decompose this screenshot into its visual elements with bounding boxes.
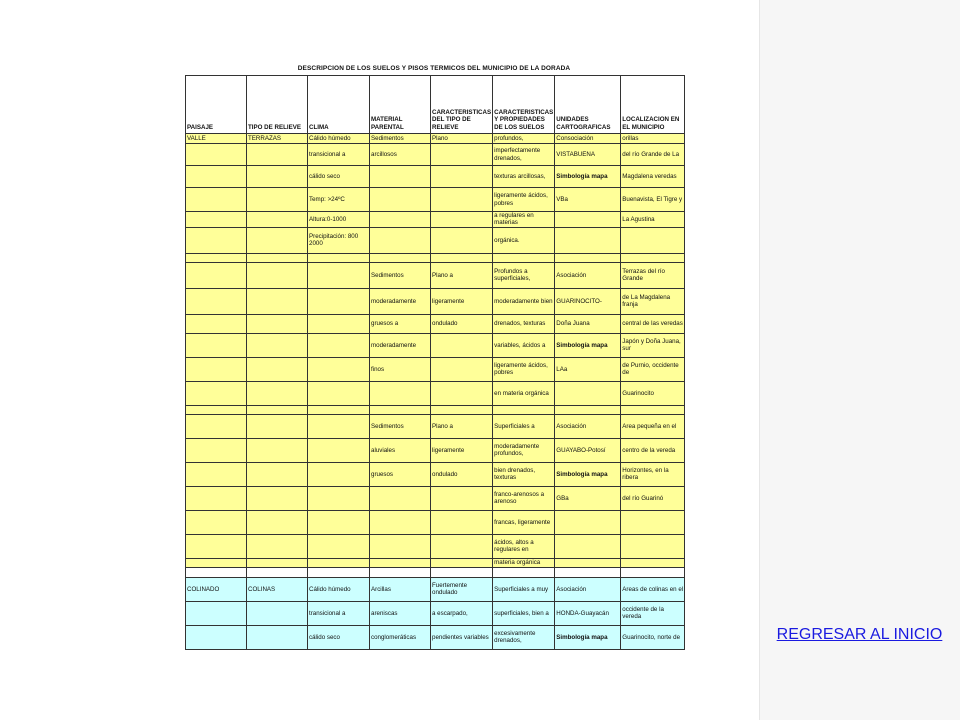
table-cell	[555, 510, 621, 534]
table-cell	[431, 558, 493, 567]
table-cell	[370, 558, 431, 567]
table-cell	[555, 253, 621, 262]
table-row	[186, 288, 685, 314]
table-cell: gruesos	[370, 462, 431, 486]
table-cell	[431, 212, 493, 228]
table-cell	[247, 414, 308, 438]
column-header: CARACTERISTICAS DEL TIPO DE RELIEVE	[431, 76, 493, 134]
table-cell	[431, 381, 493, 405]
table-cell	[370, 381, 431, 405]
table-cell: finos	[370, 357, 431, 381]
table-cell: moderadamente bien	[493, 288, 555, 314]
table-cell: Superficiales a muy	[493, 577, 555, 601]
table-cell: Magdalena veredas	[621, 166, 685, 188]
right-panel	[759, 0, 960, 720]
table-cell	[308, 262, 370, 288]
table-cell: Cálido húmedo	[308, 134, 370, 144]
table-cell	[431, 405, 493, 414]
table-cell	[247, 188, 308, 212]
column-header: CLIMA	[308, 76, 370, 134]
table-cell: La Agustina	[621, 212, 685, 228]
column-header: CARACTERISTICAS Y PROPIEDADES DE LOS SUELOS	[493, 76, 555, 134]
soil-description-table	[185, 75, 685, 650]
table-cell	[308, 357, 370, 381]
table-cell: Fuertemente ondulado	[431, 577, 493, 601]
table-cell	[247, 333, 308, 357]
table-cell: COLINADO	[186, 577, 247, 601]
table-body	[186, 134, 685, 650]
table-row	[186, 333, 685, 357]
table-cell: arcillosos	[370, 144, 431, 166]
table-cell	[370, 486, 431, 510]
table-cell: excesivamente drenados,	[493, 625, 555, 649]
table-cell	[247, 486, 308, 510]
table-cell	[621, 510, 685, 534]
table-cell: Doña Juana	[555, 314, 621, 333]
table-cell: cálido seco	[308, 166, 370, 188]
table-cell: TERRAZAS	[247, 134, 308, 144]
table-cell: a escarpado,	[431, 601, 493, 625]
table-cell	[493, 567, 555, 577]
table-cell	[247, 288, 308, 314]
table-cell: moderadamente	[370, 288, 431, 314]
table-cell	[186, 188, 247, 212]
table-cell	[186, 381, 247, 405]
table-cell: moderadamente profundos,	[493, 438, 555, 462]
table-cell	[370, 534, 431, 558]
table-cell	[308, 462, 370, 486]
table-cell	[308, 253, 370, 262]
document-title: DESCRIPCION DE LOS SUELOS Y PISOS TERMICOS DEL MUNICIPIO DE LA DORADA	[297, 65, 571, 72]
table-row	[186, 414, 685, 438]
table-row	[186, 212, 685, 228]
table-row	[186, 381, 685, 405]
table-cell: ondulado	[431, 314, 493, 333]
table-cell	[555, 381, 621, 405]
table-row	[186, 462, 685, 486]
table-cell: Simbología mapa	[555, 333, 621, 357]
table-cell	[493, 405, 555, 414]
table-cell	[308, 288, 370, 314]
table-cell	[370, 188, 431, 212]
table-cell: profundos,	[493, 134, 555, 144]
table-row	[186, 144, 685, 166]
table-header-row	[186, 76, 685, 134]
table-row	[186, 253, 685, 262]
table-cell	[247, 405, 308, 414]
table-cell: en materia orgánica	[493, 381, 555, 405]
table-cell	[621, 227, 685, 253]
table-cell: Precipitación: 800 2000	[308, 227, 370, 253]
table-cell	[186, 558, 247, 567]
table-cell	[247, 227, 308, 253]
table-cell	[186, 534, 247, 558]
table-cell: imperfectamente drenados,	[493, 144, 555, 166]
table-row	[186, 486, 685, 510]
table-cell: moderadamente	[370, 333, 431, 357]
table-cell: ligeramente	[431, 288, 493, 314]
table-cell	[247, 381, 308, 405]
table-cell	[431, 333, 493, 357]
table-cell	[247, 314, 308, 333]
table-cell: GUAYABO-Potosí	[555, 438, 621, 462]
table-cell: VBa	[555, 188, 621, 212]
table-cell	[431, 253, 493, 262]
table-cell: ondulado	[431, 462, 493, 486]
table-cell: Sedimentos	[370, 414, 431, 438]
table-cell: orillas	[621, 134, 685, 144]
table-cell	[431, 510, 493, 534]
table-cell	[186, 405, 247, 414]
table-cell: del río Guarinó	[621, 486, 685, 510]
column-header: PAISAJE	[186, 76, 247, 134]
table-cell	[186, 144, 247, 166]
table-row	[186, 134, 685, 144]
table-cell	[493, 253, 555, 262]
table-cell	[247, 534, 308, 558]
table-cell: de Purnio, occidente de	[621, 357, 685, 381]
table-cell: Profundos a superficiales,	[493, 262, 555, 288]
table-cell	[621, 567, 685, 577]
table-cell	[247, 212, 308, 228]
table-cell: Asociación	[555, 414, 621, 438]
table-cell	[555, 212, 621, 228]
table-cell	[308, 567, 370, 577]
column-header: UNIDADES CARTOGRAFICAS	[555, 76, 621, 134]
table-cell: Plano a	[431, 262, 493, 288]
table-cell: orgánica.	[493, 227, 555, 253]
table-cell: Guarinocito, norte de	[621, 625, 685, 649]
table-cell: HONDA-Guayacán	[555, 601, 621, 625]
table-cell	[186, 212, 247, 228]
table-cell: ligeramente	[431, 438, 493, 462]
table-cell: transicional a	[308, 144, 370, 166]
table-cell	[186, 288, 247, 314]
table-cell	[431, 188, 493, 212]
table-cell	[247, 144, 308, 166]
table-cell	[370, 567, 431, 577]
table-row	[186, 558, 685, 567]
table-cell	[247, 357, 308, 381]
table-cell: francas, ligeramente	[493, 510, 555, 534]
table-cell	[186, 227, 247, 253]
table-cell: pendientes variables	[431, 625, 493, 649]
table-cell	[621, 253, 685, 262]
table-row	[186, 577, 685, 601]
table-row	[186, 625, 685, 649]
table-cell: aluviales	[370, 438, 431, 462]
table-cell: LAa	[555, 357, 621, 381]
table-cell: GUARINOCITO-	[555, 288, 621, 314]
table-cell: GBa	[555, 486, 621, 510]
table-cell	[186, 414, 247, 438]
table-cell	[247, 567, 308, 577]
table-cell	[186, 625, 247, 649]
table-cell	[431, 534, 493, 558]
table-cell	[431, 227, 493, 253]
table-cell	[308, 558, 370, 567]
table-cell	[186, 567, 247, 577]
table-row	[186, 314, 685, 333]
table-cell: Areas de colinas en el	[621, 577, 685, 601]
table-cell	[186, 486, 247, 510]
table-cell	[247, 510, 308, 534]
table-cell: superficiales, bien a	[493, 601, 555, 625]
table-cell	[186, 253, 247, 262]
table-cell	[431, 144, 493, 166]
table-cell	[431, 567, 493, 577]
table-cell	[308, 510, 370, 534]
table-row	[186, 227, 685, 253]
table-cell: central de las veredas	[621, 314, 685, 333]
table-row	[186, 534, 685, 558]
table-cell: ácidos, altos a regulares en	[493, 534, 555, 558]
table-row	[186, 567, 685, 577]
table-cell	[186, 601, 247, 625]
table-cell: Area pequeña en el	[621, 414, 685, 438]
table-cell: Horizontes, en la ribera	[621, 462, 685, 486]
table-cell	[555, 534, 621, 558]
table-cell: Superficiales a	[493, 414, 555, 438]
table-cell	[370, 510, 431, 534]
table-cell: Japón y Doña Juana, sur	[621, 333, 685, 357]
table-cell	[247, 558, 308, 567]
table-cell: Cálido húmedo	[308, 577, 370, 601]
table-cell: del río Grande de La	[621, 144, 685, 166]
table-cell: franco-arenosos a arenoso	[493, 486, 555, 510]
table-cell: Temp: >24ºC	[308, 188, 370, 212]
table-cell	[186, 333, 247, 357]
table-cell	[186, 438, 247, 462]
table-row	[186, 510, 685, 534]
table-cell: transicional a	[308, 601, 370, 625]
table-cell: ligeramente ácidos, pobres	[493, 188, 555, 212]
table-cell	[186, 510, 247, 534]
table-cell: Plano a	[431, 414, 493, 438]
table-cell: VISTABUENA	[555, 144, 621, 166]
table-cell: Arcillas	[370, 577, 431, 601]
table-cell	[186, 166, 247, 188]
table-cell: bien drenados, texturas	[493, 462, 555, 486]
table-cell	[308, 534, 370, 558]
table-cell: conglomeráticas	[370, 625, 431, 649]
table-cell: ligeramente ácidos, pobres	[493, 357, 555, 381]
table-row	[186, 405, 685, 414]
table-cell	[431, 486, 493, 510]
table-cell: de La Magdalena franja	[621, 288, 685, 314]
table-cell: Asociación	[555, 577, 621, 601]
table-cell: Simbología mapa	[555, 625, 621, 649]
table-cell	[621, 534, 685, 558]
table-cell: Simbología mapa	[555, 166, 621, 188]
table-cell: Buenavista, El Tigre y	[621, 188, 685, 212]
table-row	[186, 166, 685, 188]
table-cell	[308, 381, 370, 405]
table-cell	[621, 405, 685, 414]
table-cell: VALLE	[186, 134, 247, 144]
table-cell	[370, 166, 431, 188]
table-cell	[370, 212, 431, 228]
table-cell	[186, 462, 247, 486]
table-cell	[431, 166, 493, 188]
table-cell: variables, ácidos a	[493, 333, 555, 357]
table-cell	[555, 567, 621, 577]
table-cell: a regulares en materias	[493, 212, 555, 228]
table-cell	[247, 166, 308, 188]
table-cell	[308, 438, 370, 462]
table-cell: cálido seco	[308, 625, 370, 649]
table-cell	[247, 625, 308, 649]
table-row	[186, 357, 685, 381]
table-row	[186, 188, 685, 212]
table-cell	[555, 558, 621, 567]
table-cell: COLINAS	[247, 577, 308, 601]
table-cell: Sedimentos	[370, 262, 431, 288]
table-cell: materia orgánica	[493, 558, 555, 567]
table-cell	[247, 601, 308, 625]
table-cell: areniscas	[370, 601, 431, 625]
table-cell: Asociación	[555, 262, 621, 288]
table-cell	[621, 558, 685, 567]
table-cell	[431, 357, 493, 381]
table-cell	[308, 486, 370, 510]
document-page	[180, 60, 688, 676]
table-cell: Altura:0-1000	[308, 212, 370, 228]
table-cell: Simbología mapa	[555, 462, 621, 486]
table-cell: Sedimentos	[370, 134, 431, 144]
table-cell	[247, 253, 308, 262]
table-cell: centro de la vereda	[621, 438, 685, 462]
table-cell: occidente de la vereda	[621, 601, 685, 625]
table-cell	[308, 314, 370, 333]
column-header: LOCALIZACION EN EL MUNICIPIO	[621, 76, 685, 134]
table-cell: Guarinocito	[621, 381, 685, 405]
table-cell: drenados, texturas	[493, 314, 555, 333]
table-cell: Terrazas del río Grande	[621, 262, 685, 288]
table-cell	[370, 405, 431, 414]
table-row	[186, 438, 685, 462]
table-cell	[186, 357, 247, 381]
column-header: TIPO DE RELIEVE	[247, 76, 308, 134]
table-row	[186, 601, 685, 625]
back-to-start-link[interactable]: REGRESAR AL INICIO	[776, 626, 943, 643]
table-cell: Consociación	[555, 134, 621, 144]
table-row	[186, 262, 685, 288]
table-cell	[186, 262, 247, 288]
table-cell	[247, 438, 308, 462]
table-cell: Plano	[431, 134, 493, 144]
table-cell	[308, 414, 370, 438]
table-cell: gruesos a	[370, 314, 431, 333]
table-cell	[247, 462, 308, 486]
table-cell	[370, 227, 431, 253]
table-cell	[247, 262, 308, 288]
table-cell	[555, 227, 621, 253]
table-cell	[308, 333, 370, 357]
table-cell	[370, 253, 431, 262]
table-cell	[308, 405, 370, 414]
table-cell	[555, 405, 621, 414]
table-cell: texturas arcillosas,	[493, 166, 555, 188]
table-cell	[186, 314, 247, 333]
column-header: MATERIAL PARENTAL	[370, 76, 431, 134]
